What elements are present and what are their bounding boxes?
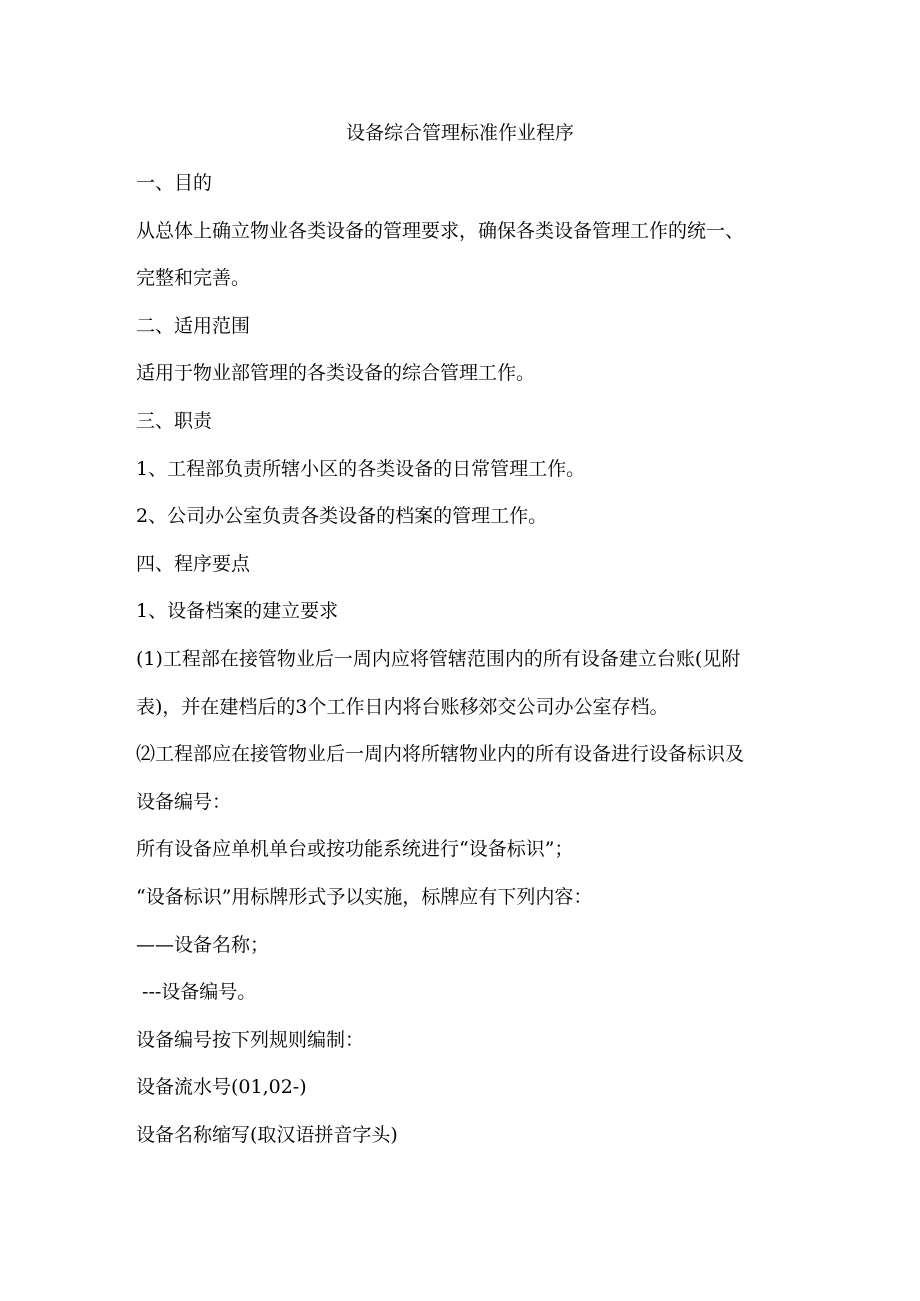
scope-text: 适用于物业部管理的各类设备的综合管理工作。 — [136, 362, 536, 385]
heading-responsibilities: 三、职责 — [136, 409, 213, 432]
numbering-rule-abbreviation: 设备名称缩写(取汉语拼音字头) — [136, 1123, 398, 1146]
document-body — [136, 170, 796, 1169]
procedure-subheading-1: 1、设备档案的建立要求 — [136, 600, 339, 623]
heading-procedure: 四、程序要点 — [136, 552, 251, 575]
equipment-identification-rule: 所有设备应单机单台或按功能系统进行“设备标识”； — [136, 838, 574, 861]
numbering-rule-intro: 设备编号按下列规则编制： — [136, 1028, 365, 1051]
heading-purpose: 一、目的 — [136, 172, 213, 194]
tag-content-intro: “设备标识”用标牌形式予以实施，标牌应有下列内容： — [136, 885, 593, 908]
document-title: 设备综合管理标准作业程序 — [345, 122, 574, 144]
responsibility-item-2: 2、公司办公室负责各类设备的档案的管理工作。 — [136, 505, 548, 528]
heading-scope: 二、适用范围 — [136, 314, 251, 337]
responsibility-item-1: 1、工程部负责所辖小区的各类设备的日常管理工作。 — [136, 457, 586, 480]
tag-content-name: ——设备名称； — [136, 933, 270, 956]
procedure-item-1-line-1: (1)工程部在接管物业后一周内应将管辖范围内的所有设备建立台账(见附 — [136, 647, 741, 670]
purpose-text-line-2: 完整和完善。 — [136, 267, 251, 290]
procedure-item-2-line-1: ⑵工程部应在接管物业后一周内将所辖物业内的所有设备进行设备标识及 — [136, 743, 745, 766]
procedure-item-1-line-2: 表)，并在建档后的3个工作日内将台账移郊交公司办公室存档。 — [136, 695, 669, 718]
tag-content-number: ---设备编号。 — [136, 981, 257, 1004]
numbering-rule-serial: 设备流水号(01,02-) — [136, 1076, 307, 1099]
purpose-text-line-1: 从总体上确立物业各类设备的管理要求，确保各类设备管理工作的统一、 — [136, 219, 745, 242]
procedure-item-2-line-2: 设备编号： — [136, 790, 232, 813]
